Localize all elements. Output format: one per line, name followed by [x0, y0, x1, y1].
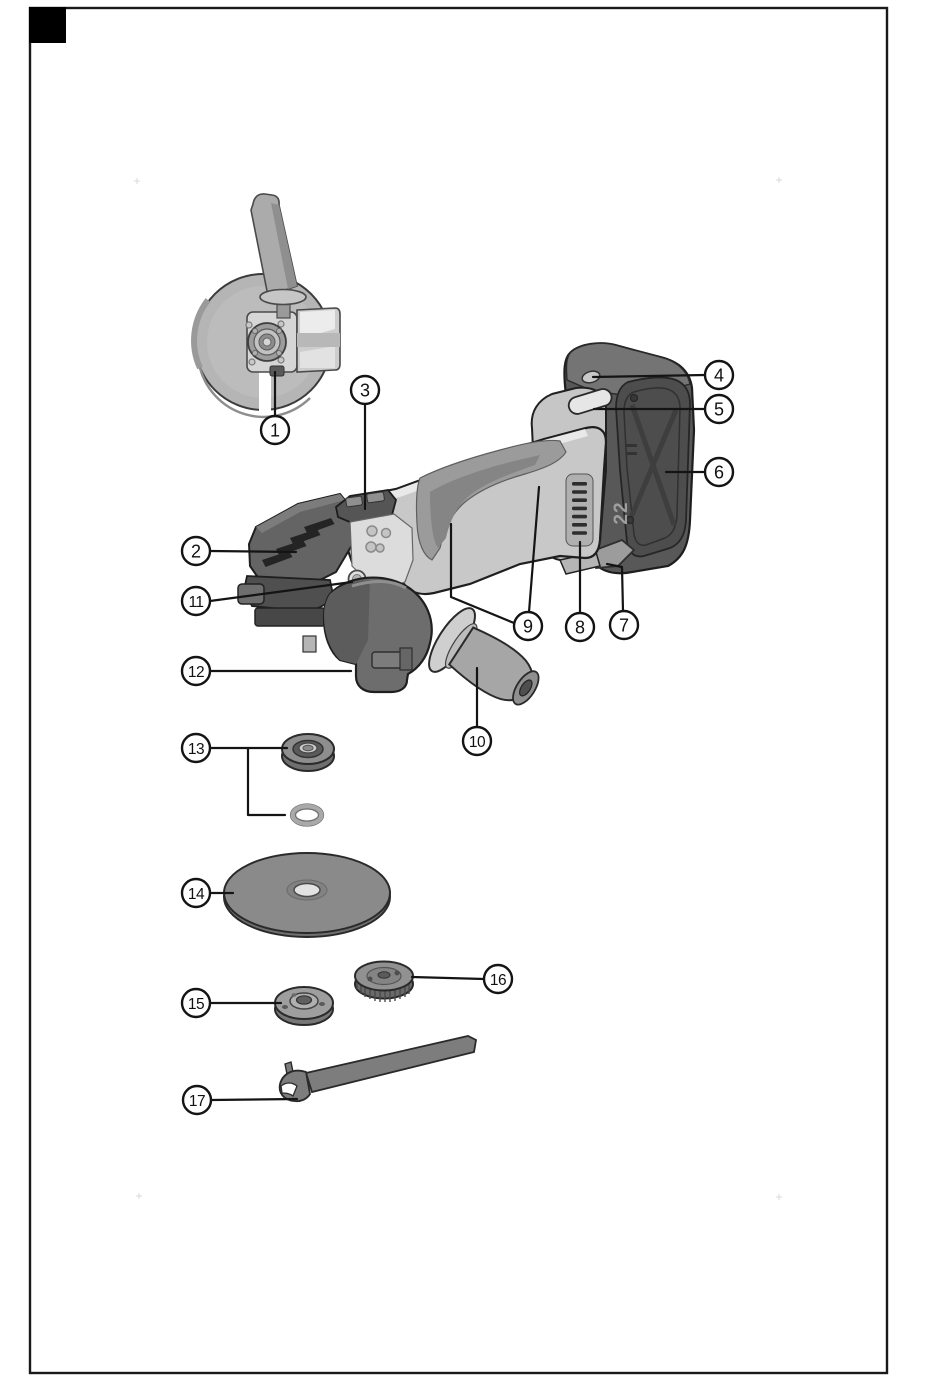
callout-13: [182, 734, 210, 762]
callout-15: [182, 989, 210, 1017]
page-border: [30, 8, 887, 1373]
callout-1: [261, 416, 289, 444]
callout-14: [182, 879, 210, 907]
callout-number: 13: [187, 741, 205, 758]
callout-number: 3: [359, 380, 371, 401]
cutting-disc: [224, 853, 390, 937]
callout-number: 1: [269, 420, 281, 441]
callout-17: [183, 1086, 211, 1114]
pin-wrench: [280, 1036, 476, 1101]
callout-number: 14: [187, 886, 205, 903]
callout-8: [566, 613, 594, 641]
clamping-nut: [355, 962, 413, 1003]
callout-number: 11: [188, 594, 204, 611]
guard-gap: [259, 372, 271, 414]
callout-16: [484, 965, 512, 993]
backing-flange: [282, 734, 334, 771]
callout-12: [182, 657, 210, 685]
callout-number: 17: [188, 1093, 206, 1110]
callout-number: 9: [522, 616, 534, 637]
callout-6: [705, 458, 733, 486]
callout-4: [705, 361, 733, 389]
callout-11: [182, 587, 210, 615]
callout-10: [463, 727, 491, 755]
wheel-guard: [324, 578, 432, 692]
clamping-flange: [275, 987, 333, 1025]
callout-3: [351, 376, 379, 404]
callout-number: 15: [187, 996, 205, 1013]
vent-slots: [566, 474, 593, 546]
callout-number: 5: [713, 399, 725, 420]
callout-number: 12: [187, 664, 205, 681]
callout-7: [610, 611, 638, 639]
callout-9: [514, 612, 542, 640]
callout-number: 6: [713, 462, 725, 483]
callout-number: 4: [713, 365, 725, 386]
spindle: [303, 636, 316, 652]
callout-number: 7: [618, 615, 630, 636]
callout-number: 16: [489, 972, 507, 989]
callout-2: [182, 537, 210, 565]
grinder-front-view: [194, 194, 340, 417]
corner-marker: [29, 7, 66, 43]
battery-label: 22: [611, 501, 632, 525]
callout-number: 8: [574, 617, 586, 638]
o-ring: [291, 804, 324, 826]
spindle-tab: [270, 366, 284, 376]
callout-number: 2: [190, 541, 202, 562]
callout-number: 10: [468, 734, 486, 751]
callout-5: [705, 395, 733, 423]
